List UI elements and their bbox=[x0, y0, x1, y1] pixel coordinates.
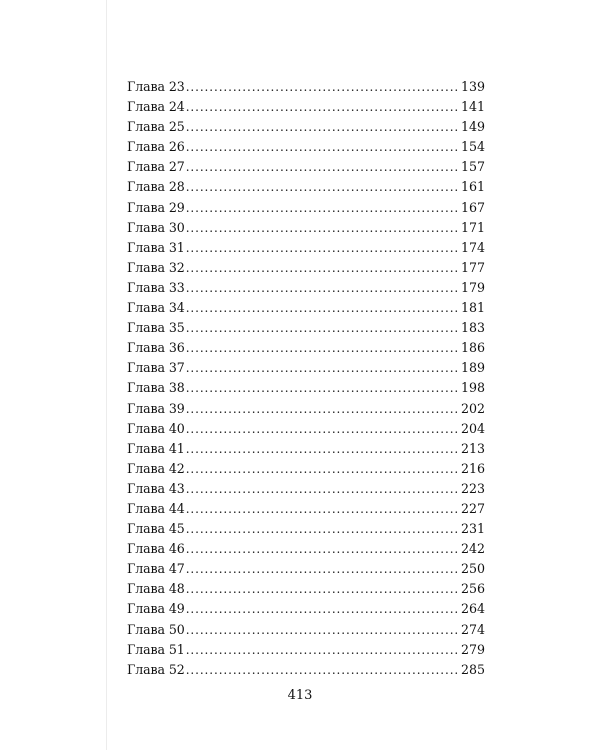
toc-entry-page: 161 bbox=[460, 179, 485, 195]
toc-entry bbox=[127, 298, 485, 318]
toc-entry-label: Глава 36 bbox=[127, 340, 185, 356]
toc-entry bbox=[127, 519, 485, 539]
toc-dot-leader bbox=[186, 399, 460, 419]
toc-dot-leader bbox=[186, 378, 460, 398]
toc-entry-label: Глава 39 bbox=[127, 400, 185, 416]
table-of-contents bbox=[127, 77, 485, 680]
toc-entry bbox=[127, 117, 485, 137]
toc-entry-label: Глава 42 bbox=[127, 460, 185, 476]
toc-entry bbox=[127, 77, 485, 97]
toc-dot-leader bbox=[186, 298, 460, 318]
toc-entry-label: Глава 45 bbox=[127, 521, 185, 537]
toc-entry bbox=[127, 137, 485, 157]
toc-entry-page: 171 bbox=[460, 219, 485, 235]
toc-entry-page: 174 bbox=[460, 239, 485, 255]
toc-entry bbox=[127, 499, 485, 519]
toc-entry bbox=[127, 238, 485, 258]
toc-entry-page: 242 bbox=[460, 541, 485, 557]
toc-entry-label: Глава 25 bbox=[127, 119, 185, 135]
toc-entry-label: Глава 40 bbox=[127, 420, 185, 436]
toc-dot-leader bbox=[186, 579, 460, 599]
toc-entry-page: 167 bbox=[460, 199, 485, 215]
toc-dot-leader bbox=[186, 177, 460, 197]
toc-entry-page: 216 bbox=[460, 460, 485, 476]
toc-entry bbox=[127, 338, 485, 358]
toc-entry bbox=[127, 439, 485, 459]
toc-entry-label: Глава 23 bbox=[127, 79, 185, 94]
toc-entry-label: Глава 41 bbox=[127, 440, 185, 456]
toc-entry bbox=[127, 620, 485, 640]
toc-entry bbox=[127, 97, 485, 117]
page-number: 413 bbox=[287, 688, 313, 703]
toc-entry bbox=[127, 378, 485, 398]
toc-entry-page: 250 bbox=[460, 561, 485, 577]
toc-dot-leader bbox=[186, 198, 460, 218]
toc-entry-label: Глава 26 bbox=[127, 139, 185, 155]
toc-entry bbox=[127, 640, 485, 660]
toc-entry-label: Глава 24 bbox=[127, 99, 185, 115]
toc-entry-page: 157 bbox=[460, 159, 485, 175]
toc-entry-label: Глава 51 bbox=[127, 641, 185, 657]
toc-dot-leader bbox=[186, 660, 460, 680]
toc-dot-leader bbox=[186, 318, 460, 338]
toc-entry-label: Глава 28 bbox=[127, 179, 185, 195]
toc-dot-leader bbox=[186, 358, 460, 378]
toc-entry-label: Глава 43 bbox=[127, 480, 185, 496]
toc-dot-leader bbox=[186, 117, 460, 137]
toc-dot-leader bbox=[186, 640, 460, 660]
toc-dot-leader bbox=[186, 479, 460, 499]
toc-entry-label: Глава 46 bbox=[127, 541, 185, 557]
toc-dot-leader bbox=[186, 258, 460, 278]
toc-entry bbox=[127, 579, 485, 599]
toc-entry-page: 213 bbox=[460, 440, 485, 456]
page-edge-divider bbox=[106, 0, 107, 750]
toc-entry-label: Глава 47 bbox=[127, 561, 185, 577]
toc-entry-page: 179 bbox=[460, 279, 485, 295]
toc-entry-page: 183 bbox=[460, 320, 485, 336]
toc-dot-leader bbox=[186, 137, 460, 157]
toc-dot-leader bbox=[186, 278, 460, 298]
toc-entry-page: 139 bbox=[460, 79, 485, 94]
toc-entry bbox=[127, 459, 485, 479]
toc-dot-leader bbox=[186, 338, 460, 358]
toc-entry-label: Глава 48 bbox=[127, 581, 185, 597]
toc-entry-label: Глава 29 bbox=[127, 199, 185, 215]
toc-dot-leader bbox=[186, 539, 460, 559]
toc-dot-leader bbox=[186, 559, 460, 579]
toc-entry-page: 186 bbox=[460, 340, 485, 356]
toc-entry bbox=[127, 157, 485, 177]
toc-entry-page: 177 bbox=[460, 259, 485, 275]
toc-entry-label: Глава 32 bbox=[127, 259, 185, 275]
toc-dot-leader bbox=[186, 238, 460, 258]
toc-entry-page: 154 bbox=[460, 139, 485, 155]
toc-entry bbox=[127, 358, 485, 378]
toc-entry-page: 181 bbox=[460, 300, 485, 316]
toc-entry-page: 202 bbox=[460, 400, 485, 416]
toc-entry-label: Глава 34 bbox=[127, 300, 185, 316]
toc-entry bbox=[127, 599, 485, 619]
toc-entry-page: 223 bbox=[460, 480, 485, 496]
toc-entry-label: Глава 30 bbox=[127, 219, 185, 235]
toc-entry-label: Глава 38 bbox=[127, 380, 185, 396]
toc-entry-label: Глава 44 bbox=[127, 500, 185, 516]
toc-entry-page: 231 bbox=[460, 521, 485, 537]
toc-dot-leader bbox=[186, 218, 460, 238]
toc-dot-leader bbox=[186, 439, 460, 459]
toc-entry-page: 264 bbox=[460, 601, 485, 617]
toc-entry bbox=[127, 479, 485, 499]
toc-entry bbox=[127, 419, 485, 439]
toc-dot-leader bbox=[186, 499, 460, 519]
toc-dot-leader bbox=[186, 157, 460, 177]
toc-entry-page: 256 bbox=[460, 581, 485, 597]
toc-dot-leader bbox=[186, 419, 460, 439]
toc-entry-page: 285 bbox=[460, 661, 485, 677]
toc-entry-page: 149 bbox=[460, 119, 485, 135]
toc-entry-page: 198 bbox=[460, 380, 485, 396]
toc-dot-leader bbox=[186, 519, 460, 539]
toc-entry bbox=[127, 660, 485, 680]
toc-entry bbox=[127, 278, 485, 298]
toc-dot-leader bbox=[186, 77, 460, 97]
toc-dot-leader bbox=[186, 459, 460, 479]
toc-entry-label: Глава 33 bbox=[127, 279, 185, 295]
toc-dot-leader bbox=[186, 97, 460, 117]
toc-entry-page: 141 bbox=[460, 99, 485, 115]
toc-entry bbox=[127, 539, 485, 559]
toc-entry-page: 274 bbox=[460, 621, 485, 637]
toc-dot-leader bbox=[186, 620, 460, 640]
toc-entry-page: 204 bbox=[460, 420, 485, 436]
toc-entry-label: Глава 27 bbox=[127, 159, 185, 175]
toc-entry-label: Глава 50 bbox=[127, 621, 185, 637]
toc-entry bbox=[127, 177, 485, 197]
toc-entry-label: Глава 37 bbox=[127, 360, 185, 376]
toc-entry bbox=[127, 218, 485, 238]
toc-entry bbox=[127, 399, 485, 419]
toc-entry-label: Глава 31 bbox=[127, 239, 185, 255]
toc-entry-page: 189 bbox=[460, 360, 485, 376]
toc-entry-label: Глава 52 bbox=[127, 661, 185, 677]
toc-entry bbox=[127, 318, 485, 338]
toc-entry-label: Глава 49 bbox=[127, 601, 185, 617]
toc-dot-leader bbox=[186, 599, 460, 619]
toc-entry-page: 279 bbox=[460, 641, 485, 657]
toc-entry-label: Глава 35 bbox=[127, 320, 185, 336]
toc-entry-page: 227 bbox=[460, 500, 485, 516]
toc-entry bbox=[127, 198, 485, 218]
toc-entry bbox=[127, 559, 485, 579]
toc-entry bbox=[127, 258, 485, 278]
